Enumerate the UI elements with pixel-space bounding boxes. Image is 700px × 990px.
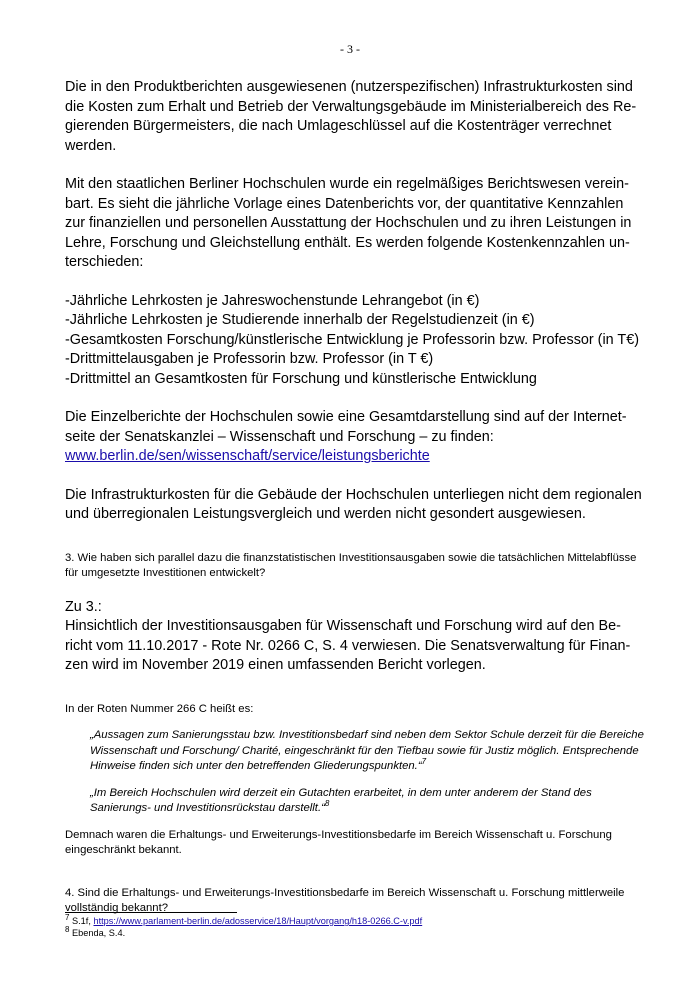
reports-online-text: Die Einzelberichte der Hochschulen sowie eine Gesamtdarstellung sind auf der Internet-seite der Senatskanzlei – Wissenschaft und Forschung – zu finden: [65, 409, 627, 445]
footnote-ref-7: 7 [421, 757, 427, 767]
question-4: 4. Sind die Erhaltungs- und Erweiterungs-Investitionsbedarfe im Bereich Wissenschaft u. Forschung mittlerweile vollständig bekannt? [65, 886, 625, 914]
page-number: - 3 - [340, 42, 360, 56]
quote-2 [65, 786, 650, 817]
footnote-8 [65, 924, 645, 940]
footnote-number: 7 [65, 912, 70, 922]
footnote-number: 8 [65, 924, 70, 934]
footnotes [65, 912, 645, 939]
paragraph-infrastructure-comparison: Die Infrastrukturkosten für die Gebäude der Hochschulen unterliegen nicht dem regionalen und überregionalen Leistungsvergleich und werden nicht gesondert ausgewiesen. [65, 486, 642, 522]
leistungsberichte-link[interactable]: www.berlin.de/sen/wissenschaft/service/leistungsberichte [65, 448, 430, 464]
footnote-7 [65, 912, 645, 928]
quote-2-text: „Im Bereich Hochschulen wird derzeit ein Gutachten erarbeitet, in dem unter anderem der Stand des Sanierungs- und Investitionsrückstau darstellt.“ [90, 786, 592, 814]
footnote-text: Ebenda, S.4. [69, 927, 126, 938]
answer-3-heading: Zu 3.: [65, 598, 102, 615]
paragraph-infrastructure-costs: Die in den Produktberichten ausgewiesenen (nutzerspezifischen) Infrastrukturkosten sind die Kosten zum Erhalt und Betrieb der Verwaltungsgebäude im Ministerialbereich des Re-gierenden Bürgermeisters, die nach Umlageschlüssel auf die Kostenträger verrechnet werden. [65, 79, 637, 154]
paragraph-reporting-system: Mit den staatlichen Berliner Hochschulen wurde ein regelmäßiges Berichtswesen verein-bart. Es sieht die jährliche Vorlage eines Datenberichts vor, der quantitative Kennzahlen zur finanziellen und personellen Ausstattung der Hochschulen und zu ihren Leistungen in Lehre, Forschung und Gleichstellung enthält. Es werden folgende Kostenkennzahlen un-terschieden: [65, 176, 632, 270]
list-item: -Jährliche Lehrkosten je Studierende innerhalb der Regelstudienzeit (in €) [65, 312, 535, 328]
footnote-divider [65, 912, 237, 913]
conclusion: Demnach waren die Erhaltungs- und Erweiterungs-Investitionsbedarfe im Bereich Wissenschaft u. Forschung eingeschränkt bekannt. [65, 828, 612, 856]
question-3: 3. Wie haben sich parallel dazu die finanzstatistischen Investitionsausgaben sowie die tatsächlichen Mittelabflüsse für umgesetzte Investitionen entwickelt? [65, 551, 637, 579]
paragraph-reports-online [65, 408, 645, 467]
answer-3-text: Hinsichtlich der Investitionsausgaben für Wissenschaft und Forschung wird auf den Be-richt vom 11.10.2017 - Rote Nr. 0266 C, S. 4 verwiesen. Die Senatsverwaltung für Finan-zen wird im November 2019 einen umfassenden Bericht vorlegen. [65, 618, 631, 673]
list-item: -Drittmittelausgaben je Professorin bzw. Professor (in T €) [65, 351, 434, 367]
quote-1-text: „Aussagen zum Sanierungsstau bzw. Investitionsbedarf sind neben dem Sektor Schule derzeit für die Bereiche Wissenschaft und Forschung/ Charité, eingeschränkt für den Tiefbau sowie für Justiz möglich. Entsprechende Hinweise finden sich unter den betreffenden Gliederungspunkten.“ [90, 729, 644, 772]
main-content [65, 78, 645, 917]
quote-1 [65, 728, 650, 775]
footnote-7-link[interactable]: https://www.parlament-berlin.de/adosservice/18/Haupt/vorgang/h18-0266.C-v.pdf [93, 916, 423, 926]
footnote-text: S.1f, [69, 916, 94, 926]
list-item: -Gesamtkosten Forschung/künstlerische Entwicklung je Professorin bzw. Professor (in T€) [65, 331, 639, 348]
list-item: -Drittmittel an Gesamtkosten für Forschung und künstlerische Entwicklung [65, 370, 537, 387]
list-item: -Jährliche Lehrkosten je Jahreswochenstunde Lehrangebot (in €) [65, 292, 480, 309]
footnote-ref-8: 8 [324, 799, 330, 809]
red-number-intro: In der Roten Nummer 266 C heißt es: [65, 702, 254, 715]
cost-indicator-list [65, 292, 645, 390]
